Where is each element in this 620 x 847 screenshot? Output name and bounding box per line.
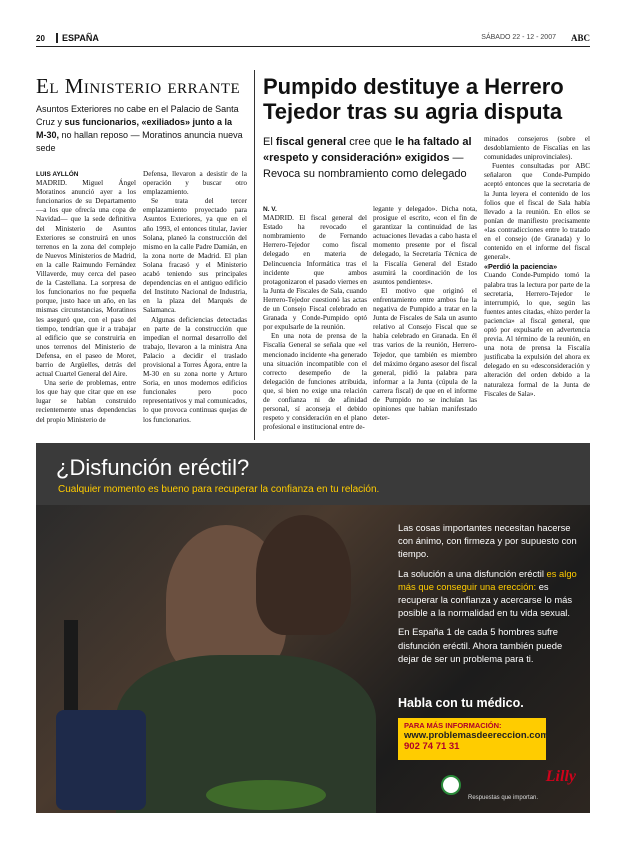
story2-headline: Pumpido destituye a Herrero Tejedor tras su agria disputa <box>263 74 564 124</box>
section-name: ESPAÑA <box>56 33 99 43</box>
newspaper-logo: ABC <box>570 33 590 43</box>
ad-bottle-decoration <box>64 620 78 710</box>
story1-column-1 <box>36 170 136 425</box>
story1-paragraph: MADRID. Miguel Ángel Moratinos anunció ayer a los funcionarios de su Departamento —a los que ofrecía una copa de Navidad— que la sede definitiva del Ministerio de Asuntos Exteriores se construirá en unos terrenos en la zona del complejo de Nuevos Ministerios de Madrid, en la calle Raimundo Fernández Villaverde, muy cerca del paseo de la Castellana. La sorpresa de los funcionarios no fue pequeña porque, justo hace un año, en las mismas circunstancias, Moratinos les aseguró que, con el paso del tiempo, tendrían que ir a trabajar al edificio que se construiría en unos terrenos del Ministerio de Defensa, en el paseo de Moret, barrio de Argüelles, detrás del actual Cuartel General del Aire. <box>36 179 136 379</box>
story2-paragraph: Fuentes consultadas por ABC señalaron que Conde-Pumpido aceptó entonces que la secretaria de la Junta leyera el contenido de los folios que el fiscal de Sala había llevado a la reunión. En ellos se ponían de manifiesto precisamente «las contradicciones entre lo tratado en el consejo (de Granada) y lo contenido en el informe del fiscal general». <box>484 162 590 262</box>
ad-subtitle: Cualquier momento es bueno para recuperar la confianza en tu relación. <box>58 484 380 495</box>
story2-column-3 <box>484 135 590 399</box>
story2-column-2 <box>373 205 477 423</box>
ad-paragraph-1: Las cosas importantes necesitan hacerse con ánimo, con firmeza y por supuesto con tiempo. <box>398 522 577 560</box>
story2-paragraph: minados consejeros (sobre el desdoblamiento de Fiscalías en las comunidades uniprovinciales). <box>484 135 590 162</box>
story2-subhead: «Perdió la paciencia» <box>484 262 558 272</box>
column-divider <box>254 70 255 440</box>
story1-subtitle-a: Asuntos Exteriores no cabe en el Palacio de Santa Cruz y <box>36 104 239 127</box>
story1-byline: LUIS AYLLÓN <box>36 171 79 178</box>
ad-info-url[interactable]: www.problemasdeereccion.com <box>404 730 549 741</box>
story2-paragraph: El motivo que originó el enfrentamiento entre ambos fue la negativa de Pumpido a tratar en la Junta de Fiscales de Sala un asunto relativo al Consejo Fiscal que se había celebrado en Granada. En él tras varios de la reunión, Herrero-Tejedor, que también es miembro del máximo órgano asesor del fiscal general, pidió la palabra para informar a la Junta (cúpula de la carrera fiscal) de que en el informe de Pumpido no se incluían las opiniones que habían manifestado deter- <box>373 286 477 423</box>
story2-subtitle <box>263 134 473 182</box>
story2-subtitle-c: cree que <box>346 136 396 148</box>
story1-headline: El Ministerio errante <box>36 74 241 98</box>
ad-p2-c: es recuperar la confianza y acercarse lo más posible a la normalidad en tu vida sexual. <box>398 580 573 619</box>
story2-subtitle-e: — Revoca su nombramiento como delegado <box>263 152 467 180</box>
ad-call-to-action: Habla con tu médico. <box>398 696 524 710</box>
ad-paragraph-3: En España 1 de cada 5 hombres sufre disfunción eréctil. Ahora también puede dejar de ser un problema para ti. <box>398 626 563 664</box>
ad-info-box <box>398 718 549 760</box>
ad-info-phone: 902 74 71 31 <box>404 741 460 752</box>
ad-pot-decoration <box>56 710 146 810</box>
story2-subtitle-a: El <box>263 136 276 148</box>
page-header <box>36 32 590 47</box>
story2-paragraph: Cuando Conde-Pumpido tomó la palabra tras la lectura por parte de la secretaria, Herrero-Tejedor le interrumpió, lo que, según las fuentes antes citadas, «hizo perder la paciencia» al fiscal general, que optó por expulsarle en advertencia previa. Al término de la reunión, en una nota de prensa la Fiscalía justificaba la expulsión del ahora ex delegado en su «desconsideración y alteración del orden debido a la naturaleza formal de la Junta de Fiscales de Sala». <box>484 271 590 398</box>
ad-info-heading: PARA MÁS INFORMACIÓN: <box>404 721 502 730</box>
ad-title: ¿Disfunción eréctil? <box>56 455 250 480</box>
page-number: 20 <box>36 34 45 43</box>
ad-salad-decoration <box>206 780 326 810</box>
story1-subtitle-c: no hallan reposo — Moratinos anuncia nueva sede <box>36 130 243 153</box>
ad-badge-icon <box>441 775 461 795</box>
story2-byline: N. V. <box>263 206 277 213</box>
ad-p2-a: La solución a una disfunción eréctil <box>398 567 547 579</box>
story2-paragraph: legante y delegado». Dicha nota, prosigue el escrito, «con el fin de garantizar la continuidad de las actuaciones llevadas a cabo hasta el momento presente por el fiscal delegado, la Secretaría Técnica de la Fiscalía General del Estado asumirá la coordinación de los asuntos pendientes». <box>373 205 477 286</box>
ad-tagline: Respuestas que importan. <box>468 795 539 801</box>
story2-subtitle-b: fiscal general <box>275 136 347 148</box>
story1-paragraph: Defensa, llevaron a desistir de la operación y buscar otro emplazamiento. <box>143 170 247 197</box>
ad-paragraph-2 <box>398 567 583 620</box>
story1-paragraph: Una serie de problemas, entre los que hay que citar que en ese lugar se habían construido recientemente unas dependencias del propio Ministerio de <box>36 379 136 424</box>
story2-subtitle-d: le ha faltado al «respeto y consideración» exigidos <box>263 136 472 164</box>
ad-p2-highlight: es algo más que conseguir una erección: <box>398 567 577 592</box>
story2-paragraph: MADRID. El fiscal general del Estado ha revocado el nombramiento de Fernando Herrero-Tejedor como fiscal delegado en materia de Delincuencia Informática tras el incidente que ambos protagonizaron el pasado viernes en la Junta de Fiscales de Sala, cuando Herrero-Tejedor cuestionó las actas de un Consejo Fiscal celebrado en Granada y Conde-Pumpido optó por expulsarle de la reunión. <box>263 214 367 332</box>
story2-column-1 <box>263 205 367 432</box>
ad-woman-figure <box>256 515 351 635</box>
story1-paragraph: Se trata del tercer emplazamiento proyectado para Asuntos Exteriores, ya que en el año 1993, el entonces titular, Javier Solana, planeó la construcción del mismo en la calle Padre Damián, en la zona norte de Madrid. El plan Solana fracasó y el Ministerio acabó teniendo sus principales dependencias en el antiguo edificio del Instituto Nacional de Industria, en la plaza del Marqués de Salamanca. <box>143 197 247 315</box>
issue-date: SÁBADO 22 - 12 - 2007 <box>481 34 556 41</box>
ad-body-text <box>398 521 583 671</box>
story1-subtitle-b: sus funcionarios, «exiliados» junto a la M-30, <box>36 117 233 140</box>
ad-header-band <box>36 443 590 505</box>
story1-column-2 <box>143 170 247 425</box>
advertisement <box>36 443 590 813</box>
story1-paragraph: Algunas deficiencias detectadas en parte de la construcción que impedían el normal desarrollo del trabajo, llevaron a la ministra Ana Palacio a decidir el traslado provisional a Torres Ágora, entre la M-30 en su zona norte y Arturo Soria, en unos modernos edificios funcionales pero poco representativos y mal comunicados, lo que provoca continuas quejas de los funcionarios. <box>143 315 247 424</box>
ad-brand-logo: Lilly <box>545 768 576 785</box>
story1-subtitle <box>36 103 244 155</box>
story2-paragraph: En una nota de prensa de la Fiscalía General se señala que «el mencionado incidente «ha generado una situación incompatible con el correcto desempeño de la delegación de funciones atribuida, que, si bien no exige una relación de confianza ni de afinidad personal, sí aconseja el debido respeto y consideración en el plano profesional e institucional entre de- <box>263 332 367 432</box>
